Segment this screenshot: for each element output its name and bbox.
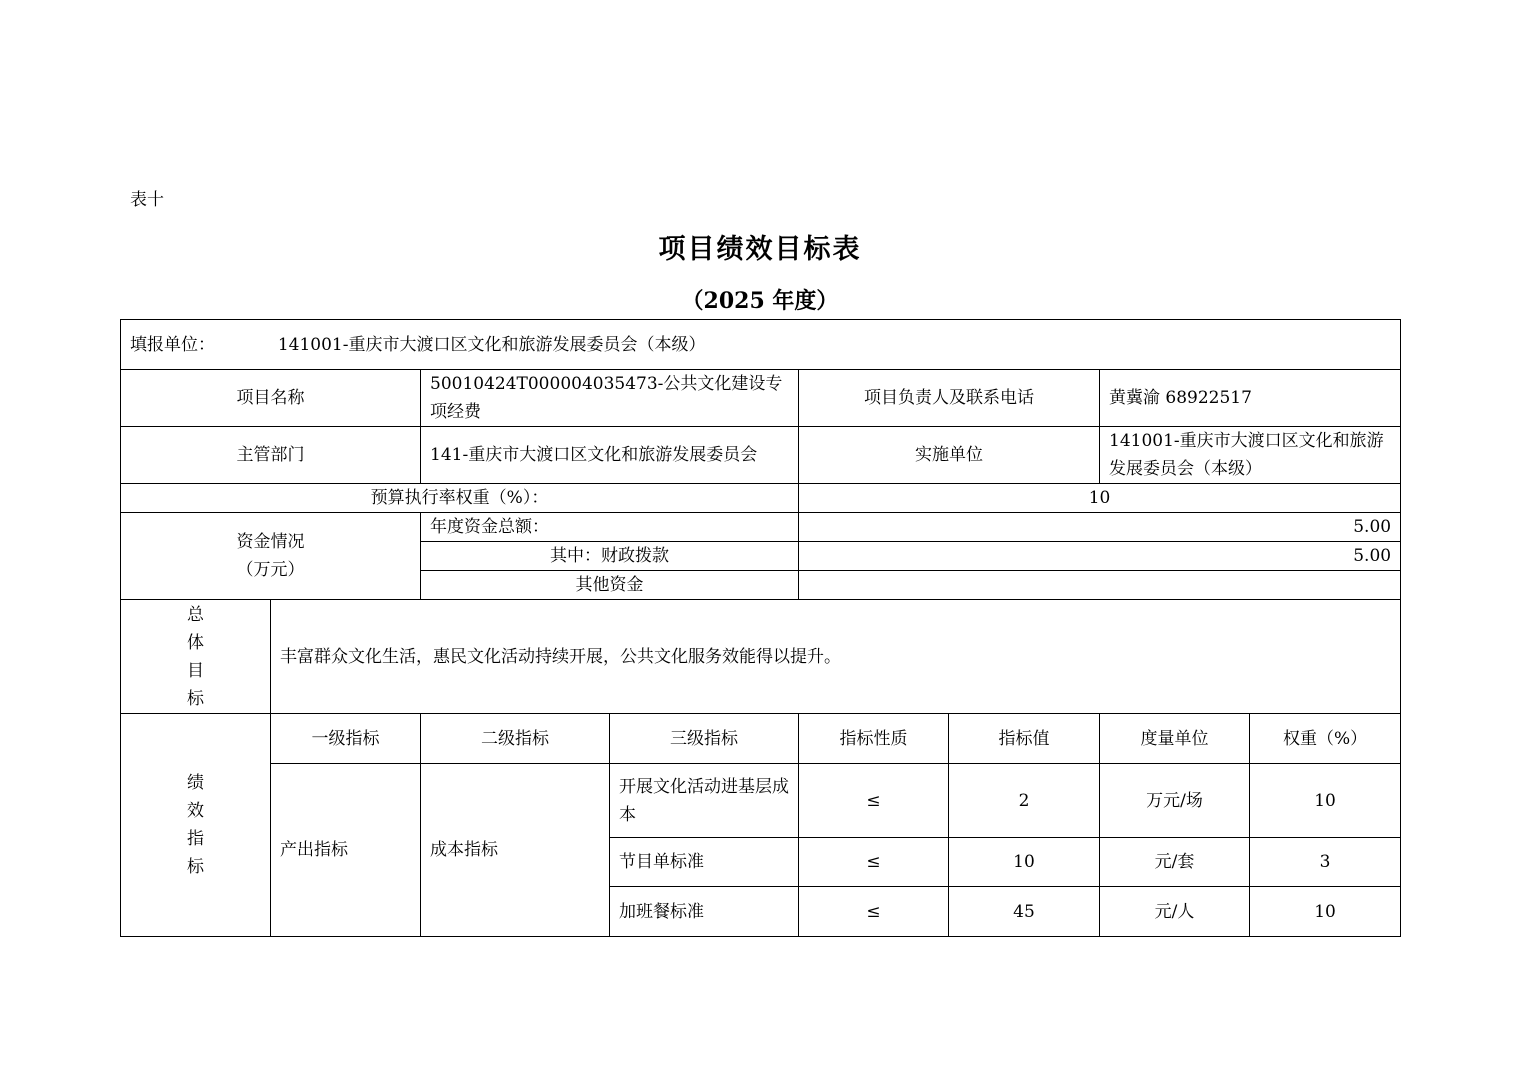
project-name-row <box>121 370 1401 427</box>
table-row <box>121 764 1401 838</box>
funds-label: 资金情况 <box>236 532 305 552</box>
indicator-weight: 10 <box>1250 764 1401 838</box>
indicator-header-row <box>121 714 1401 764</box>
implementing-unit-label: 实施单位 <box>799 427 1100 484</box>
header-unit: 度量单位 <box>1100 714 1250 764</box>
budget-weight-value: 10 <box>799 484 1401 513</box>
implementing-unit-value: 141001-重庆市大渡口区文化和旅游发展委员会（本级） <box>1100 427 1401 484</box>
header-nature: 指标性质 <box>799 714 949 764</box>
indicator-value: 45 <box>949 887 1100 937</box>
indicator-unit: 元/人 <box>1100 887 1250 937</box>
indicator-nature: ≤ <box>799 764 949 838</box>
funds-fiscal-label: 其中：财政拨款 <box>421 542 799 571</box>
indicator-unit: 元/套 <box>1100 838 1250 887</box>
department-value: 141-重庆市大渡口区文化和旅游发展委员会 <box>421 427 799 484</box>
indicator-nature: ≤ <box>799 838 949 887</box>
header-level3: 三级指标 <box>610 714 799 764</box>
level2-indicator: 成本指标 <box>421 764 610 937</box>
budget-weight-row <box>121 484 1401 513</box>
project-leader-label: 项目负责人及联系电话 <box>799 370 1100 427</box>
filing-unit-value: 141001-重庆市大渡口区文化和旅游发展委员会（本级） <box>277 334 706 355</box>
project-name-value: 50010424T000004035473-公共文化建设专项经费 <box>421 370 799 427</box>
budget-weight-label: 预算执行率权重（%）： <box>121 484 799 513</box>
filing-unit-label: 填报单位： <box>130 334 215 355</box>
department-label: 主管部门 <box>121 427 421 484</box>
page-title: 项目绩效目标表 <box>658 234 862 265</box>
funds-unit: （万元） <box>236 560 305 580</box>
table-number-label: 表十 <box>130 190 164 210</box>
project-name-label: 项目名称 <box>121 370 421 427</box>
funds-total-row <box>121 513 1401 542</box>
header-value: 指标值 <box>949 714 1100 764</box>
header-level1: 一级指标 <box>271 714 421 764</box>
funds-other-value <box>799 571 1401 600</box>
level3-indicator: 节目单标准 <box>610 838 799 887</box>
funds-label-cell <box>121 513 421 600</box>
indicator-unit: 万元/场 <box>1100 764 1250 838</box>
indicator-value: 10 <box>949 838 1100 887</box>
department-row <box>121 427 1401 484</box>
project-leader-value: 黄冀渝 68922517 <box>1100 370 1401 427</box>
overall-goal-label: 总 体 目 标 <box>121 600 271 714</box>
indicators-label: 绩 效 指 标 <box>121 714 271 937</box>
filing-unit-cell <box>121 320 1401 370</box>
funds-total-label: 年度资金总额： <box>421 513 799 542</box>
level1-indicator: 产出指标 <box>271 764 421 937</box>
funds-fiscal-value: 5.00 <box>799 542 1401 571</box>
indicator-nature: ≤ <box>799 887 949 937</box>
overall-goal-text: 丰富群众文化生活，惠民文化活动持续开展，公共文化服务效能得以提升。 <box>271 600 1401 714</box>
indicator-weight: 3 <box>1250 838 1401 887</box>
header-weight: 权重（%） <box>1250 714 1401 764</box>
performance-target-table <box>120 319 1401 937</box>
level3-indicator: 开展文化活动进基层成本 <box>610 764 799 838</box>
indicator-weight: 10 <box>1250 887 1401 937</box>
indicator-value: 2 <box>949 764 1100 838</box>
page-subtitle: （2025 年度） <box>681 288 839 314</box>
header-level2: 二级指标 <box>421 714 610 764</box>
filing-unit-row <box>121 320 1401 370</box>
overall-goal-row <box>121 600 1401 714</box>
level3-indicator: 加班餐标准 <box>610 887 799 937</box>
funds-total-value: 5.00 <box>799 513 1401 542</box>
funds-other-label: 其他资金 <box>421 571 799 600</box>
